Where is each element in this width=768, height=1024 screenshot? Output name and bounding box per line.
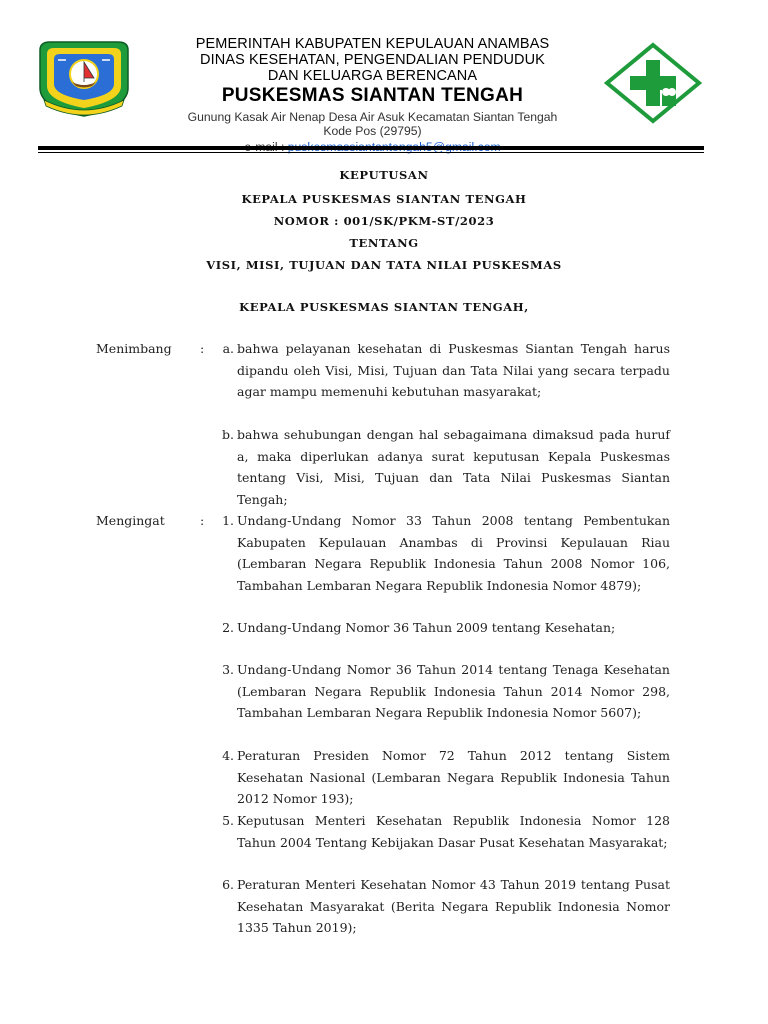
puskesmas-logo-icon xyxy=(604,42,702,124)
item-text: bahwa pelayanan kesehatan di Puskesmas Siantan Tengah harus dipandu oleh Visi, Misi, Tujuan dan Tata Nilai yang secara terpadu agar mampu memenuhi kebutuhan masyarakat; xyxy=(237,341,670,399)
item-text: Keputusan Menteri Kesehatan Republik Indonesia Nomor 128 Tahun 2004 Tentang Kebijakan Dasar Pusat Kesehatan Masyarakat; xyxy=(237,813,670,850)
item-text: Peraturan Presiden Nomor 72 Tahun 2012 tentang Sistem Kesehatan Nasional (Lembaran Negara Republik Indonesia Tahun 2012 Nomor 193); xyxy=(237,748,670,806)
department-name: DINAS KESEHATAN, PENGENDALIAN PENDUDUK xyxy=(200,52,545,68)
item-text: bahwa sehubungan dengan hal sebagaimana dimaksud pada huruf a, maka diperlukan adanya surat keputusan Kepala Puskesmas tentang Visi, Misi, Tujuan dan Tata Nilai Puskesmas Siantan Tengah; xyxy=(237,427,670,507)
letterhead-divider xyxy=(38,146,704,150)
menimbang-label: Menimbang xyxy=(96,341,172,356)
item-marker: 4. xyxy=(222,748,234,763)
item-text: Undang-Undang Nomor 36 Tahun 2014 tentang Tenaga Kesehatan (Lembaran Negara Republik Indonesia Tahun 2014 Nomor 298, Tambahan Lembaran Negara Republik Indonesia Nomor 5607); xyxy=(237,662,670,720)
letterhead xyxy=(0,0,768,160)
menimbang-item xyxy=(210,338,670,403)
decree-issuer: KEPALA PUSKESMAS SIANTAN TENGAH xyxy=(241,192,527,206)
decree-number: NOMOR : 001/SK/PKM-ST/2023 xyxy=(273,214,495,228)
item-marker: 3. xyxy=(222,662,234,677)
letterhead-divider-thin xyxy=(38,152,704,153)
decree-subject: VISI, MISI, TUJUAN DAN TATA NILAI PUSKESMAS xyxy=(206,258,562,272)
institution-name: PUSKESMAS SIANTAN TENGAH xyxy=(221,85,524,106)
decree-about: TENTANG xyxy=(349,236,419,250)
item-text: Undang-Undang Nomor 36 Tahun 2009 tentang Kesehatan; xyxy=(237,620,616,635)
item-text: Undang-Undang Nomor 33 Tahun 2008 tentang Pembentukan Kabupaten Kepulauan Anambas di Provinsi Kepulauan Riau (Lembaran Negara Republik Indonesia Tahun 2008 Nomor 106, Tambahan Lembaran Negara Republik Indonesia Nomor 4879); xyxy=(237,513,670,593)
letterhead-text xyxy=(150,36,595,155)
government-name: PEMERINTAH KABUPATEN KEPULAUAN ANAMBAS xyxy=(195,36,550,52)
mengingat-label: Mengingat xyxy=(96,513,165,528)
anambas-emblem-icon xyxy=(36,38,132,118)
mengingat-item xyxy=(210,510,670,596)
mengingat-item xyxy=(210,810,670,853)
mengingat-colon: : xyxy=(200,513,205,528)
institution-address: Gunung Kasak Air Nenap Desa Air Asuk Kecamatan Siantan Tengah xyxy=(187,110,558,124)
item-marker: a. xyxy=(222,341,234,356)
menimbang-item xyxy=(210,424,670,510)
mengingat-item xyxy=(210,745,670,810)
department-name-cont: DAN KELUARGA BERENCANA xyxy=(267,68,478,84)
menimbang-colon: : xyxy=(200,341,205,356)
item-marker: 5. xyxy=(222,813,234,828)
decree-opening: KEPALA PUSKESMAS SIANTAN TENGAH, xyxy=(239,300,529,314)
item-marker: 2. xyxy=(222,620,234,635)
item-marker: b. xyxy=(222,427,234,442)
mengingat-item xyxy=(210,617,670,639)
item-marker: 6. xyxy=(222,877,234,892)
postal-code: Kode Pos (29795) xyxy=(323,124,422,138)
mengingat-item xyxy=(210,874,670,939)
mengingat-item xyxy=(210,659,670,724)
decree-heading: KEPUTUSAN xyxy=(339,168,429,182)
item-text: Peraturan Menteri Kesehatan Nomor 43 Tahun 2019 tentang Pusat Kesehatan Masyarakat (Berita Negara Republik Indonesia Nomor 1335 Tahun 2019); xyxy=(237,877,670,935)
item-marker: 1. xyxy=(222,513,234,528)
